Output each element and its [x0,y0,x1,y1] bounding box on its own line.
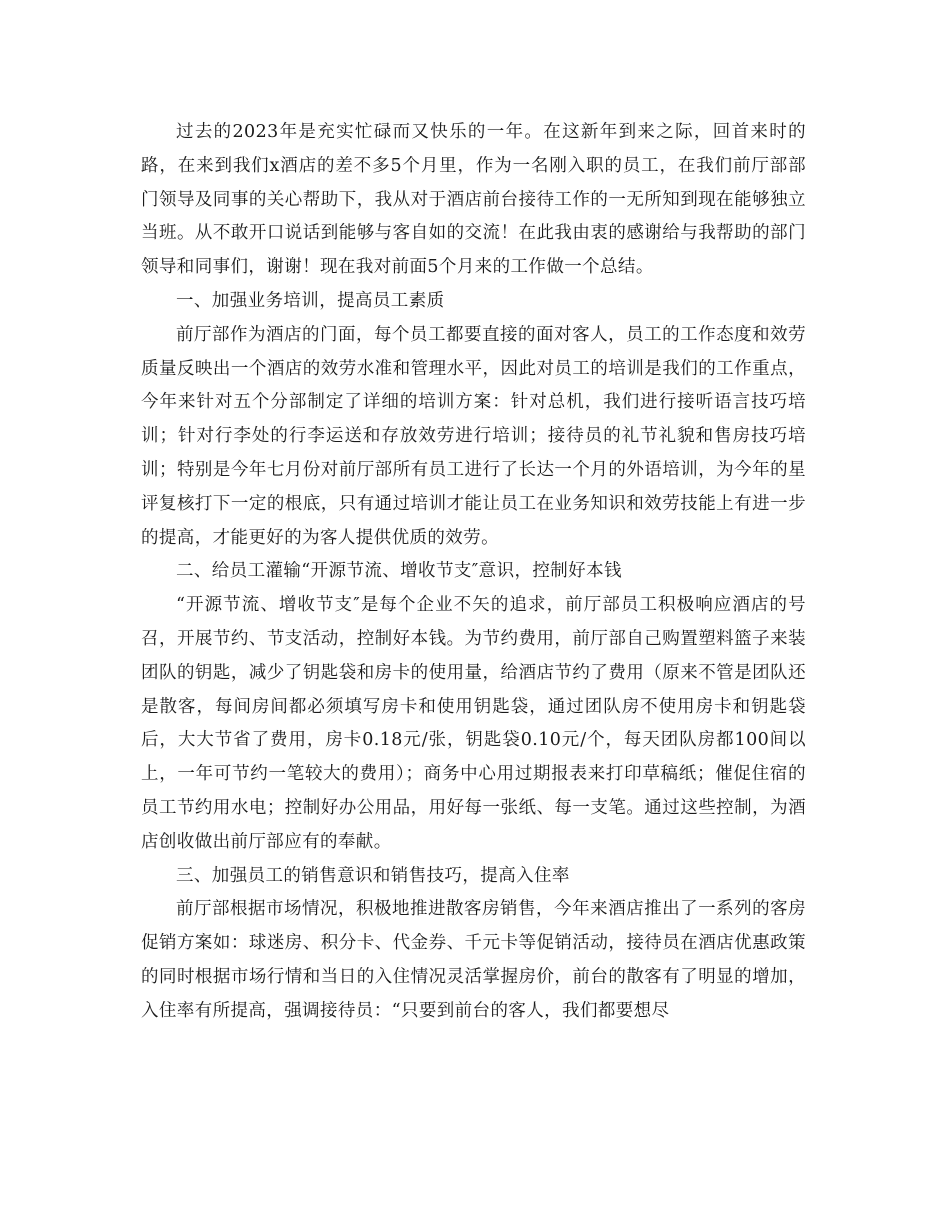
paragraph-training: 前厅部作为酒店的门面，每个员工都要直接的面对客人，员工的工作态度和效劳质量反映出一个酒店的效劳水准和管理水平，因此对员工的培训是我们的工作重点，今年来针对五个分部制定了详细的培训方案：针对总机，我们进行接听语言技巧培训；针对行李处的行李运送和存放效劳进行培训；接待员的礼节礼貌和售房技巧培训；特别是今年七月份对前厅部所有员工进行了长达一个月的外语培训，为今年的星评复核打下一定的根底，只有通过培训才能让员工在业务知识和效劳技能上有进一步的提高，才能更好的为客人提供优质的效劳。 [141,324,806,548]
document-body [141,116,806,1029]
paragraph-intro: 过去的2023年是充实忙碌而又快乐的一年。在这新年到来之际，回首来时的路，在来到我们x酒店的差不多5个月里，作为一名刚入职的员工，在我们前厅部部门领导及同事的关心帮助下，我从对于酒店前台接待工作的一无所知到现在能够独立当班。从不敢开口说话到能够与客自如的交流！在此我由衷的感谢给与我帮助的部门领导和同事们，谢谢！现在我对前面5个月来的工作做一个总结。 [141,122,806,278]
paragraph-sales: 前厅部根据市场情况，积极地推进散客房销售，今年来酒店推出了一系列的客房促销方案如：球迷房、积分卡、代金券、千元卡等促销活动，接待员在酒店优惠政策的同时根据市场行情和当日的入住情况灵活掌握房价，前台的散客有了明显的增加，入住率有所提高，强调接待员：“只要到前台的客人，我们都要想尽 [141,899,806,1021]
section-heading-1: 一、加强业务培训，提高员工素质 [176,290,445,311]
paragraph-cost-control: “开源节流、增收节支″是每个企业不矢的追求，前厅部员工积极响应酒店的号召，开展节约、节支活动，控制好本钱。为节约费用，前厅部自己购置塑料篮子来装团队的钥匙，减少了钥匙袋和房卡的使用量，给酒店节约了费用（原来不管是团队还是散客，每间房间都必须填写房卡和使用钥匙袋，通过团队房不使用房卡和钥匙袋后，大大节省了费用，房卡0.18元/张，钥匙袋0.10元/个，每天团队房都100间以上，一年可节约一笔较大的费用）；商务中心用过期报表来打印草稿纸；催促住宿的员工节约用水电；控制好办公用品，用好每一张纸、每一支笔。通过这些控制，为酒店创收做出前厅部应有的奉献。 [141,595,806,852]
section-heading-3: 三、加强员工的销售意识和销售技巧，提高入住率 [176,865,570,886]
section-heading-2: 二、给员工灌输“开源节流、增收节支″意识，控制好本钱 [176,561,622,582]
